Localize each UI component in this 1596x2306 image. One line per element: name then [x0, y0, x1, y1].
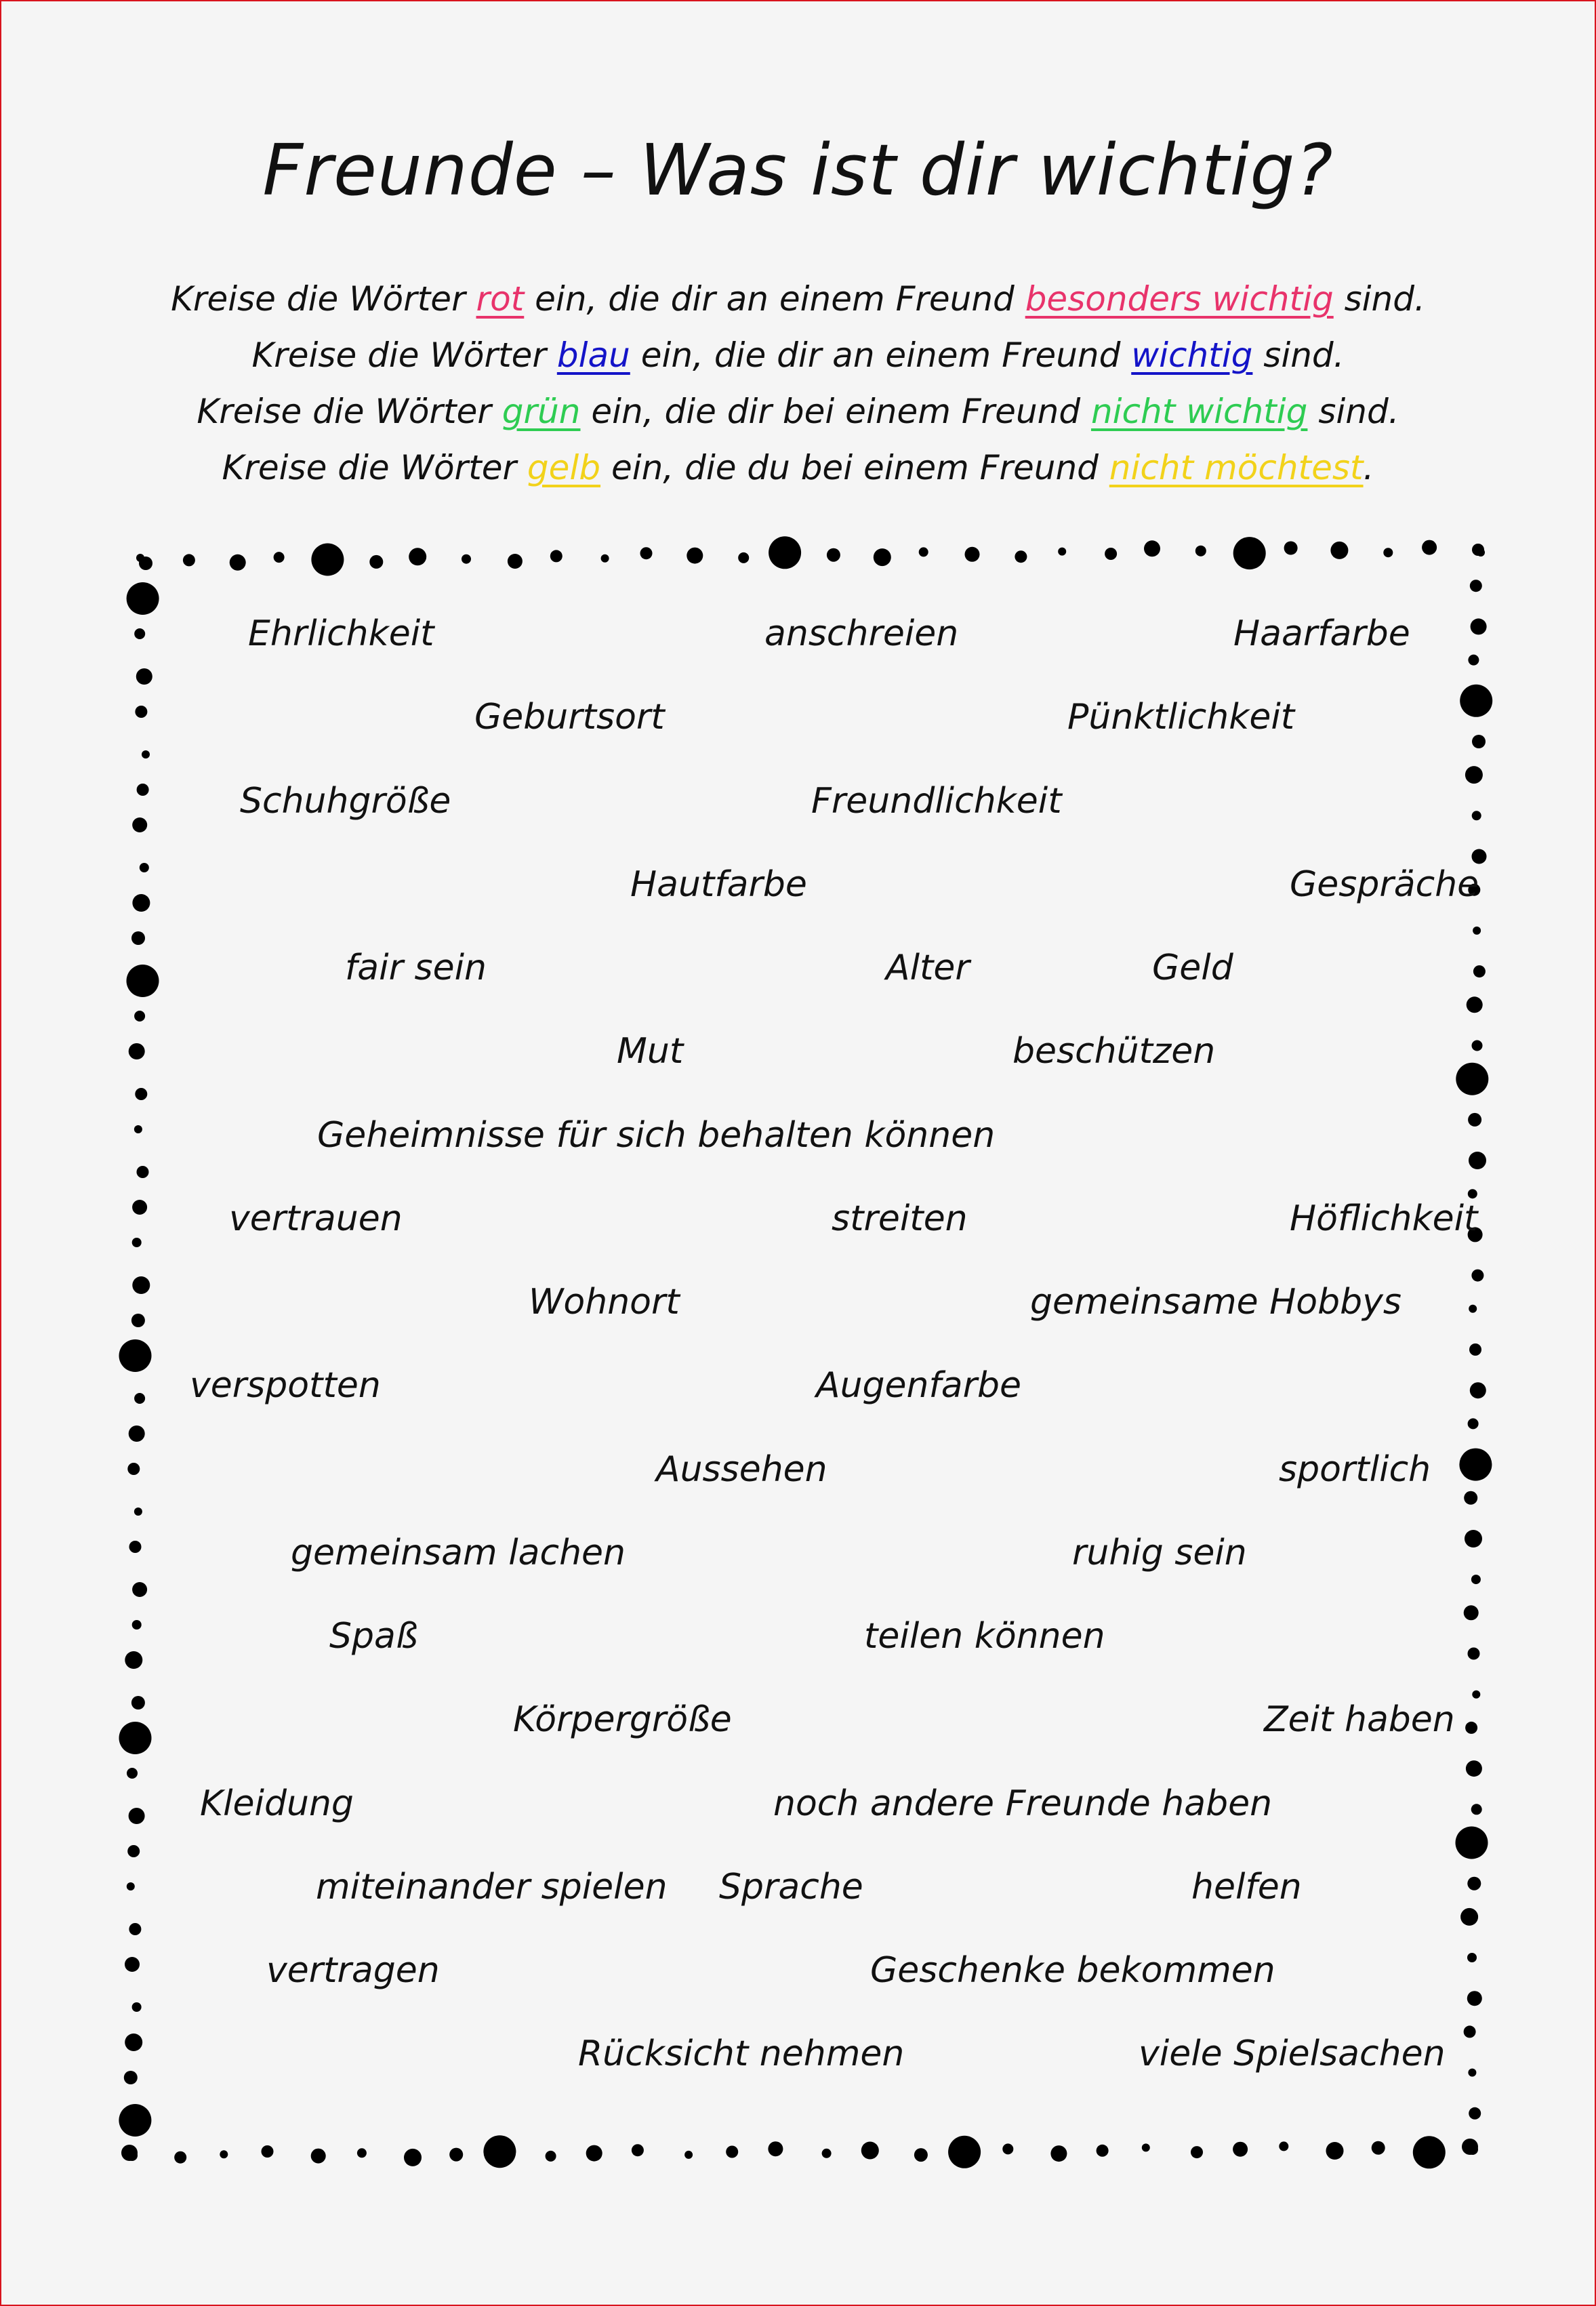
word-item[interactable]: helfen [1191, 1867, 1302, 1907]
frame-dot [861, 2142, 879, 2160]
instruction-line-green: Kreise die Wörter grün ein, die dir bei einem Freund nicht wichtig sind. [197, 392, 1399, 431]
frame-dot [1469, 1343, 1481, 1356]
frame-dot [1097, 2145, 1109, 2157]
frame-dot [125, 2034, 142, 2051]
word-item[interactable]: fair sein [345, 948, 487, 988]
frame-dot [132, 2002, 142, 2012]
frame-dot [132, 1582, 147, 1597]
frame-dot [357, 2148, 367, 2158]
instruction-line-red: Kreise die Wörter rot ein, die dir an einem Freund besonders wichtig sind. [171, 279, 1425, 319]
frame-dot [137, 1166, 149, 1178]
frame-dot [127, 1882, 135, 1890]
frame-dot [135, 706, 147, 718]
word-item[interactable]: anschreien [764, 613, 959, 654]
frame-dot [1050, 2145, 1067, 2162]
frame-dot [1142, 2143, 1150, 2151]
frame-dot [1413, 2136, 1446, 2168]
frame-dot [136, 668, 152, 685]
frame-dot [1002, 2143, 1013, 2154]
frame-dot [1372, 2141, 1385, 2155]
word-item[interactable]: streiten [832, 1198, 968, 1239]
frame-dot [1468, 1648, 1480, 1660]
frame-dot [1460, 685, 1492, 717]
frame-dot [1471, 1804, 1482, 1815]
frame-dot [127, 582, 159, 615]
frame-dot [129, 1043, 145, 1059]
frame-dot [1469, 1152, 1486, 1169]
frame-dot [948, 2136, 981, 2168]
word-item[interactable]: Aussehen [656, 1449, 827, 1490]
frame-dot [1470, 1382, 1486, 1398]
color-word-green: grün [502, 392, 581, 431]
frame-dot [1471, 1575, 1481, 1584]
word-item[interactable]: Schuhgröße [240, 781, 451, 822]
frame-dot [131, 1314, 145, 1327]
frame-dot [1477, 548, 1485, 557]
frame-dot [914, 2148, 928, 2162]
color-word-red: rot [476, 279, 525, 319]
frame-dot [132, 1620, 142, 1630]
frame-dot [129, 1923, 141, 1935]
frame-dot [183, 554, 195, 566]
frame-dot [1144, 540, 1160, 557]
word-item[interactable]: Pünktlichkeit [1067, 697, 1295, 737]
frame-dot [1467, 1877, 1481, 1890]
word-item[interactable]: Zeit haben [1264, 1699, 1455, 1740]
frame-dot [483, 2135, 516, 2168]
frame-dot [687, 548, 703, 564]
frame-dot [404, 2149, 422, 2166]
word-item[interactable]: Höflichkeit [1290, 1198, 1478, 1239]
word-item[interactable]: Geld [1152, 948, 1233, 988]
frame-dot [1472, 811, 1481, 820]
frame-dot [1472, 1691, 1480, 1699]
frame-dot [1472, 735, 1486, 748]
frame-dot [1330, 542, 1348, 559]
frame-dot [1468, 1418, 1479, 1429]
frame-dot [1383, 548, 1393, 557]
frame-dot [311, 544, 344, 576]
frame-dot [965, 547, 980, 562]
word-item[interactable]: Hautfarbe [630, 864, 807, 905]
frame-dot [230, 554, 246, 571]
word-item[interactable]: gemeinsame Hobbys [1030, 1282, 1401, 1322]
frame-dot [1468, 655, 1479, 666]
word-item[interactable]: sportlich [1279, 1449, 1431, 1490]
word-item[interactable]: vertrauen [229, 1198, 403, 1239]
frame-dot [1233, 2142, 1248, 2157]
frame-dot [1467, 1953, 1477, 1962]
keyword-green: nicht wichtig [1090, 392, 1308, 431]
frame-dot [1472, 1040, 1483, 1051]
frame-dot [220, 2150, 228, 2158]
frame-dot [1284, 542, 1298, 555]
frame-dot [274, 552, 285, 563]
frame-dot [1464, 1491, 1477, 1505]
frame-dot [129, 1541, 142, 1553]
frame-dot [1473, 927, 1481, 935]
frame-dot [369, 555, 383, 569]
frame-dot [1459, 1449, 1492, 1481]
frame-dot [1195, 546, 1206, 557]
frame-dot [140, 863, 149, 872]
frame-dot [1471, 618, 1487, 634]
frame-dot [311, 2149, 326, 2164]
frame-dot [137, 784, 149, 796]
keyword-blue: wichtig [1131, 336, 1253, 375]
frame-dot [827, 548, 840, 562]
frame-dot [127, 2150, 138, 2161]
frame-dot [919, 547, 928, 557]
frame-dot [131, 1696, 145, 1710]
frame-dot [174, 2151, 186, 2164]
frame-dot [1469, 2107, 1481, 2120]
frame-dot [1472, 849, 1487, 864]
frame-dot [874, 548, 891, 566]
frame-dot [640, 547, 653, 559]
frame-dot [134, 628, 145, 639]
word-item[interactable]: Spaß [329, 1616, 418, 1657]
word-item[interactable]: Freundlichkeit [811, 781, 1062, 822]
frame-dot [132, 1276, 150, 1294]
word-item[interactable]: Ehrlichkeit [248, 613, 434, 654]
frame-dot [127, 1845, 140, 1857]
frame-dot [132, 894, 150, 912]
frame-dot [1467, 2144, 1478, 2155]
frame-dot [546, 2151, 556, 2162]
frame-dot [449, 2148, 463, 2162]
frame-dot [1466, 1760, 1482, 1777]
word-item[interactable]: Kleidung [200, 1783, 354, 1824]
word-item[interactable]: Rücksicht nehmen [578, 2034, 905, 2074]
frame-dot [1467, 1991, 1482, 2006]
page-title: Freunde – Was ist dir wichtig? [262, 129, 1334, 211]
frame-dot [1464, 2025, 1476, 2038]
frame-dot [550, 550, 562, 562]
word-item[interactable]: teilen können [864, 1616, 1105, 1657]
word-item[interactable]: viele Spielsachen [1139, 2034, 1446, 2074]
frame-dot [129, 1808, 145, 1824]
frame-dot [508, 554, 523, 569]
frame-dot [726, 2146, 738, 2158]
word-item[interactable]: Geburtsort [474, 697, 665, 737]
instructions [0, 271, 1596, 496]
instruction-line-blue: Kreise die Wörter blau ein, die dir an einem Freund wichtig sind. [251, 336, 1345, 375]
frame-dot [1469, 1305, 1477, 1313]
frame-dot [132, 1238, 142, 1247]
frame-dot [1464, 1605, 1479, 1620]
frame-dot [127, 965, 159, 997]
frame-dot [142, 750, 150, 758]
word-item[interactable]: Wohnort [529, 1282, 680, 1322]
frame-dot [1465, 1530, 1482, 1548]
frame-dot [1473, 965, 1486, 977]
frame-dot [1468, 1113, 1481, 1127]
frame-dot [132, 1200, 147, 1215]
frame-dot [134, 1508, 142, 1516]
frame-dot [632, 2144, 644, 2156]
frame-dot [1456, 1063, 1488, 1095]
word-item[interactable]: miteinander spielen [316, 1867, 668, 1907]
frame-dot [119, 2104, 151, 2137]
frame-dot [127, 1463, 140, 1475]
frame-dot [139, 557, 152, 570]
word-item[interactable]: Körpergröße [513, 1699, 732, 1740]
color-word-yellow: gelb [527, 448, 601, 487]
word-item[interactable]: Geheimnisse für sich behalten können [317, 1115, 996, 1156]
word-item[interactable]: Mut [617, 1031, 684, 1072]
frame-dot [1233, 537, 1266, 569]
frame-dot [1326, 2142, 1344, 2160]
frame-dot [409, 548, 426, 565]
frame-dot [134, 1125, 142, 1133]
frame-dot [601, 554, 609, 563]
frame-dot [1468, 2069, 1476, 2077]
frame-dot [132, 817, 147, 832]
keyword-red: besonders wichtig [1025, 279, 1334, 319]
frame-dot [684, 2151, 693, 2159]
frame-dot [1191, 2146, 1203, 2158]
frame-dot [1465, 1722, 1477, 1734]
frame-dot [125, 1651, 142, 1669]
color-word-blue: blau [556, 336, 630, 375]
frame-dot [1015, 550, 1027, 563]
frame-dot [462, 554, 471, 564]
frame-dot [768, 2141, 783, 2156]
frame-dot [134, 1011, 145, 1021]
word-item[interactable]: Alter [886, 948, 970, 988]
keyword-yellow: nicht möchtest [1109, 448, 1364, 487]
word-item[interactable]: Gespräche [1290, 864, 1479, 905]
word-item[interactable]: noch andere Freunde haben [773, 1783, 1273, 1824]
instruction-line-yellow: Kreise die Wörter gelb ein, die du bei einem Freund nicht möchtest. [222, 448, 1374, 487]
frame-dot [1467, 996, 1483, 1013]
frame-dot [1456, 1827, 1488, 1859]
frame-dot [129, 1425, 145, 1442]
frame-dot [135, 1088, 147, 1100]
frame-dot [134, 1393, 145, 1404]
frame-dot [738, 552, 749, 563]
frame-dot [1470, 580, 1482, 592]
frame-dot [769, 536, 801, 569]
word-item[interactable]: Sprache [719, 1867, 863, 1907]
frame-dot [125, 1957, 140, 1972]
frame-dot [131, 931, 145, 945]
frame-dot [119, 1339, 152, 1372]
frame-dot [822, 2149, 832, 2158]
frame-dot [1279, 2141, 1288, 2151]
word-item[interactable]: Augenfarbe [816, 1365, 1022, 1406]
word-item[interactable]: Haarfarbe [1233, 613, 1410, 654]
word-item[interactable]: Geschenke bekommen [870, 1950, 1275, 1991]
word-item[interactable]: verspotten [190, 1365, 381, 1406]
word-item[interactable]: ruhig sein [1072, 1533, 1247, 1573]
frame-dot [1460, 1908, 1478, 1926]
frame-dot [1422, 540, 1437, 555]
frame-dot [586, 2145, 602, 2162]
frame-dot [119, 1722, 152, 1754]
frame-dot [127, 1768, 138, 1779]
frame-dot [124, 2071, 138, 2084]
word-item[interactable]: gemeinsam lachen [291, 1533, 626, 1573]
frame-dot [1105, 548, 1117, 560]
word-item[interactable]: vertragen [266, 1950, 440, 1991]
frame-dot [1468, 1189, 1477, 1198]
frame-dot [1058, 548, 1066, 556]
frame-dot [1465, 766, 1483, 784]
frame-dot [262, 2145, 274, 2158]
word-item[interactable]: beschützen [1012, 1031, 1216, 1072]
frame-dot [1471, 1270, 1484, 1282]
